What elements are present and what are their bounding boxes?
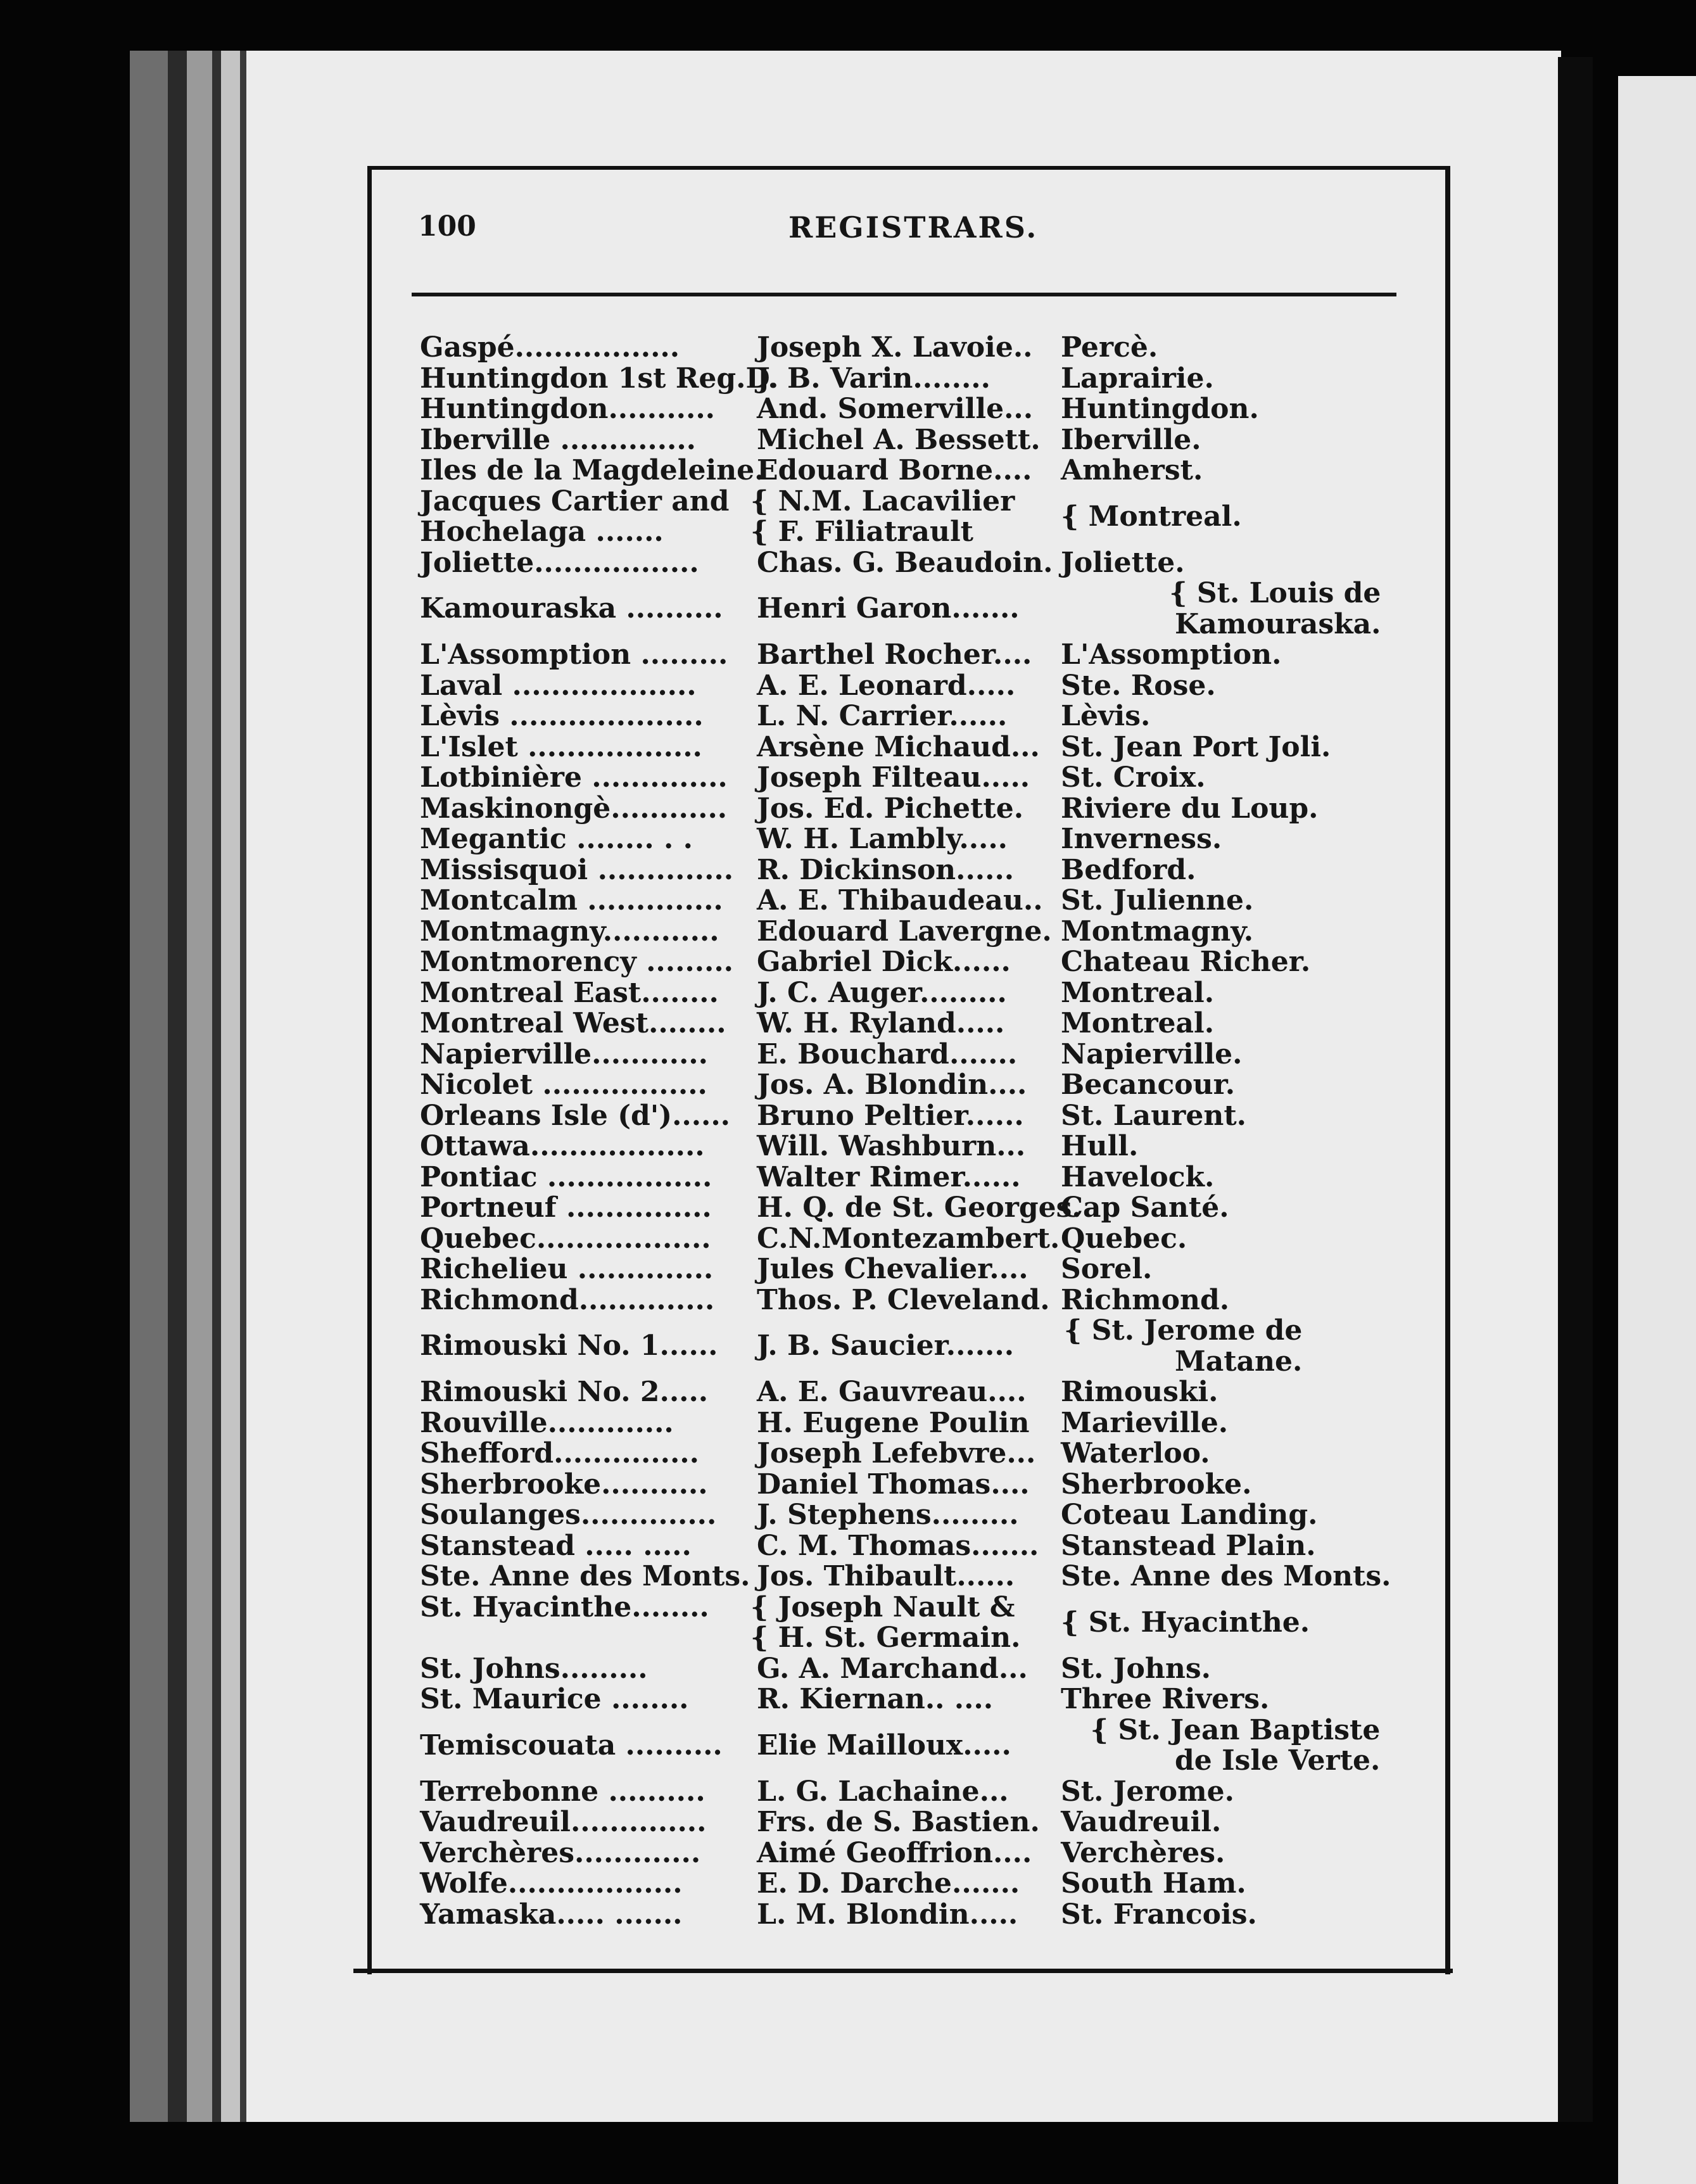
registrar-name: J. B. Saucier....... (757, 1330, 1015, 1362)
page-edge (212, 51, 221, 2122)
list-item (415, 1193, 1403, 1224)
registrar-name: Henri Garon....... (757, 592, 1020, 625)
district-name: Sherbrooke........... (420, 1468, 708, 1501)
registrar-name: A. E. Gauvreau.... (757, 1376, 1027, 1408)
list-item (415, 1715, 1403, 1777)
office-location (1061, 1715, 1380, 1777)
list-item (415, 824, 1403, 855)
district-name: Ste. Anne des Monts. (420, 1560, 750, 1592)
list-item (415, 1500, 1403, 1531)
district-name: Yamaska..... ....... (420, 1898, 683, 1931)
district-name: Missisquoi .............. (420, 853, 734, 886)
district-name: Montmorency ......... (420, 946, 733, 978)
office-location: Richmond. (1061, 1283, 1230, 1316)
list-item (415, 1008, 1403, 1039)
district-name: Shefford............... (420, 1437, 699, 1470)
office-location: Havelock. (1061, 1160, 1215, 1193)
list-item (415, 640, 1403, 671)
registrar-name: Chas. G. Beaudoin. (757, 546, 1053, 579)
office-location: { Montreal. (1061, 500, 1242, 533)
registrar-name: H. Q. de St. Georges. (757, 1191, 1082, 1224)
district-name: Verchères............. (420, 1836, 701, 1869)
registrar-name: J. Stephens......... (757, 1499, 1019, 1531)
registrar-name: And. Somerville... (757, 393, 1034, 425)
list-item (415, 1531, 1403, 1562)
registrar-name: L. N. Carrier...... (757, 700, 1008, 732)
page-edge (240, 51, 246, 2122)
list-item (415, 1408, 1403, 1439)
page-title: REGISTRARS. (788, 210, 1039, 244)
office-location: Joliette. (1061, 546, 1185, 579)
list-item (415, 1900, 1403, 1931)
office-location: Ste. Rose. (1061, 669, 1216, 702)
list-item (415, 1561, 1403, 1592)
list-item (415, 394, 1403, 425)
district-name: Temiscouata .......... (420, 1729, 723, 1762)
registrar-name: Gabriel Dick...... (757, 946, 1011, 978)
frame-bottom-rule (353, 1969, 1453, 1973)
registrar-name: Edouard Lavergne. (757, 915, 1052, 948)
page-edge (130, 51, 168, 2122)
office-line: de Isle Verte. (1175, 1744, 1381, 1777)
district-name: St. Maurice ........ (420, 1683, 689, 1715)
district-name: Richelieu .............. (420, 1253, 714, 1285)
office-location: Huntingdon. (1061, 393, 1259, 425)
district-name: Huntingdon 1st Reg.D. (420, 362, 779, 395)
registrar-name: Elie Mailloux..... (757, 1729, 1011, 1762)
district-name: Stanstead ..... ..... (420, 1529, 692, 1562)
list-item (415, 1807, 1403, 1838)
office-location: St. Johns. (1061, 1652, 1211, 1685)
list-item (415, 333, 1403, 364)
district-name: Ottawa.................. (420, 1130, 705, 1162)
registrar-name: Aimé Geoffrion.... (757, 1836, 1032, 1869)
district-name: Portneuf ............... (420, 1191, 712, 1224)
office-line: { St. Jean Baptiste (1090, 1713, 1381, 1746)
registrar-name: R. Kiernan.. .... (757, 1683, 994, 1715)
list-item (415, 578, 1403, 640)
office-location: Becancour. (1061, 1069, 1236, 1101)
page-edge (168, 51, 187, 2122)
office-location: Three Rivers. (1061, 1683, 1270, 1715)
registrar-line: { N.M. Lacavilier (750, 485, 1015, 517)
list-item (415, 917, 1403, 948)
district-name: Kamouraska .......... (420, 592, 723, 625)
district-name: Nicolet ................. (420, 1069, 707, 1101)
district-name: Gaspé................. (420, 331, 680, 364)
registrar-name: Daniel Thomas.... (757, 1468, 1030, 1501)
office-location: L'Assomption. (1061, 638, 1282, 671)
list-item (415, 425, 1403, 456)
registrar-name: A. E. Thibaudeau.. (757, 884, 1043, 917)
office-location: Amherst. (1061, 454, 1203, 486)
registrar-name: Arsène Michaud... (757, 730, 1040, 763)
registrar-line: { F. Filiatrault (750, 516, 973, 548)
district-name: Iles de la Magdeleine. (420, 454, 764, 486)
office-location: Bedford. (1061, 853, 1196, 886)
district-name: Lèvis .................... (420, 700, 704, 732)
district-name: Iberville .............. (420, 423, 697, 456)
office-location: Lèvis. (1061, 700, 1151, 732)
district-name: Quebec.................. (420, 1222, 711, 1255)
registrar-line: { H. St. Germain. (750, 1622, 1021, 1654)
district-name: Montcalm .............. (420, 884, 723, 917)
registrar-name: Jules Chevalier.... (757, 1253, 1028, 1285)
district-name: Richmond.............. (420, 1283, 715, 1316)
office-location: St. Jerome. (1061, 1775, 1234, 1808)
list-item (415, 1070, 1403, 1101)
registrar-name: Jos. A. Blondin.... (757, 1069, 1027, 1101)
page-edge (221, 51, 240, 2122)
list-item (415, 548, 1403, 579)
registrar-name: C.N.Montezambert. (757, 1222, 1060, 1255)
office-line: Matane. (1175, 1345, 1303, 1378)
list-item (415, 978, 1403, 1009)
list-item (415, 1101, 1403, 1132)
office-location: Stanstead Plain. (1061, 1529, 1316, 1562)
district-name: Megantic ........ . . (420, 823, 693, 855)
right-page (1618, 76, 1696, 2184)
list-item (415, 701, 1403, 732)
office-location: Montreal. (1061, 976, 1215, 1009)
page-edge (187, 51, 212, 2122)
registrar-name: Edouard Borne.... (757, 454, 1032, 486)
list-item (415, 1131, 1403, 1162)
district-name: Rouville............. (420, 1406, 674, 1439)
list-item (415, 732, 1403, 763)
list-item (415, 1316, 1403, 1377)
district-name: Rimouski No. 1...... (420, 1330, 718, 1362)
registrar-name: J. B. Varin........ (757, 362, 990, 395)
list-item (415, 1438, 1403, 1470)
district-name: Wolfe.................. (420, 1867, 683, 1900)
registrar-name: E. Bouchard....... (757, 1038, 1018, 1070)
list-item (415, 1869, 1403, 1900)
office-location: Verchères. (1061, 1836, 1225, 1869)
list-item (415, 763, 1403, 794)
registrar-name: W. H. Ryland..... (757, 1007, 1005, 1039)
office-location: { St. Hyacinthe. (1061, 1606, 1310, 1639)
list-item (415, 1254, 1403, 1285)
office-location: Riviere du Loup. (1061, 792, 1319, 825)
registrar-name: Frs. de S. Bastien. (757, 1806, 1040, 1838)
office-location: Quebec. (1061, 1222, 1187, 1255)
registrar-name: Michel A. Bessett. (757, 423, 1041, 456)
office-location: St. Croix. (1061, 761, 1206, 794)
registrar-name: Thos. P. Cleveland. (757, 1283, 1050, 1316)
district-name: L'Assomption ......... (420, 638, 728, 671)
list-item (415, 455, 1403, 486)
header-rule (412, 293, 1396, 296)
list-item (415, 671, 1403, 702)
district-name: Pontiac ................. (420, 1160, 712, 1193)
list-item (415, 486, 1403, 548)
office-location: Sorel. (1061, 1253, 1153, 1285)
registrar-name: Joseph X. Lavoie.. (757, 331, 1033, 364)
list-item (415, 1377, 1403, 1408)
registrar-name: H. Eugene Poulin (757, 1406, 1030, 1439)
registrar-name: Barthel Rocher.... (757, 638, 1032, 671)
district-name: L'Islet .................. (420, 730, 702, 763)
district-name (420, 1592, 709, 1623)
office-location: Napierville. (1061, 1038, 1243, 1070)
district-name: Joliette................. (420, 546, 699, 579)
office-location (1061, 1316, 1302, 1377)
registrar-name: Jos. Ed. Pichette. (757, 792, 1024, 825)
list-item (415, 1684, 1403, 1715)
district-line: Jacques Cartier and (420, 485, 730, 517)
list-item (415, 855, 1403, 886)
registrar-name: G. A. Marchand... (757, 1652, 1028, 1685)
registrar-name: E. D. Darche....... (757, 1867, 1020, 1900)
registrar-name (750, 486, 1015, 548)
district-name: Laval ................... (420, 669, 697, 702)
district-name: Montreal West........ (420, 1007, 726, 1039)
office-location: Iberville. (1061, 423, 1201, 456)
list-item (415, 1285, 1403, 1316)
registrar-name: Bruno Peltier...... (757, 1099, 1024, 1132)
registrar-name: A. E. Leonard..... (757, 669, 1016, 702)
office-location: Rimouski. (1061, 1376, 1218, 1408)
office-location: Marieville. (1061, 1406, 1229, 1439)
list-item (415, 1592, 1403, 1654)
office-location: St. Jean Port Joli. (1061, 730, 1331, 763)
district-name: Montreal East........ (420, 976, 719, 1009)
registrar-name: L. M. Blondin..... (757, 1898, 1018, 1931)
district-name: Orleans Isle (d')...... (420, 1099, 730, 1132)
district-name: Huntingdon........... (420, 393, 715, 425)
registrar-name (750, 1592, 1020, 1654)
district-name (420, 486, 729, 548)
registrar-name: R. Dickinson...... (757, 853, 1015, 886)
office-location: Coteau Landing. (1061, 1499, 1318, 1531)
district-name: Lotbinière .............. (420, 761, 728, 794)
office-location: Montmagny. (1061, 915, 1254, 948)
office-location: South Ham. (1061, 1867, 1246, 1900)
office-location: Hull. (1061, 1130, 1139, 1162)
registrar-name: C. M. Thomas....... (757, 1529, 1039, 1562)
office-location: Percè. (1061, 331, 1158, 364)
office-line: { St. Louis de (1169, 577, 1381, 609)
registrar-name: Joseph Filteau..... (757, 761, 1030, 794)
office-location: Inverness. (1061, 823, 1222, 855)
registrar-name: Joseph Lefebvre... (757, 1437, 1036, 1470)
district-line: St. Hyacinthe........ (420, 1590, 709, 1623)
office-location: Laprairie. (1061, 362, 1214, 395)
list-item (415, 947, 1403, 978)
office-location (1061, 578, 1381, 640)
office-location: St. Julienne. (1061, 884, 1254, 917)
page-number: 100 (418, 210, 476, 243)
registrar-list (415, 333, 1403, 1930)
office-location: Sherbrooke. (1061, 1468, 1252, 1501)
district-name: Soulanges.............. (420, 1499, 717, 1531)
list-item (415, 364, 1403, 395)
list-item (415, 1777, 1403, 1808)
office-location: Montreal. (1061, 1007, 1215, 1039)
district-name: Maskinongè............ (420, 792, 728, 825)
registrar-name: W. H. Lambly..... (757, 823, 1008, 855)
gutter-shadow (1558, 57, 1593, 2122)
office-location: Cap Santé. (1061, 1191, 1229, 1224)
list-item (415, 1224, 1403, 1255)
office-line: Kamouraska. (1175, 607, 1381, 640)
district-line: Hochelaga ....... (420, 516, 664, 548)
list-item (415, 886, 1403, 917)
office-location: Chateau Richer. (1061, 946, 1311, 978)
office-location: St. Laurent. (1061, 1099, 1246, 1132)
office-location: St. Francois. (1061, 1898, 1257, 1931)
list-item (415, 1838, 1403, 1869)
district-name: Montmagny............ (420, 915, 719, 948)
office-location: Vaudreuil. (1061, 1806, 1222, 1838)
registrar-name: L. G. Lachaine... (757, 1775, 1009, 1808)
office-location: Ste. Anne des Monts. (1061, 1560, 1391, 1592)
list-item (415, 794, 1403, 825)
district-name: Terrebonne .......... (420, 1775, 706, 1808)
list-item (415, 1654, 1403, 1685)
district-name: Rimouski No. 2..... (420, 1376, 709, 1408)
district-name: Napierville............ (420, 1038, 708, 1070)
office-location: Waterloo. (1061, 1437, 1210, 1470)
registrar-name: J. C. Auger......... (757, 976, 1007, 1009)
office-line: { St. Jerome de (1064, 1314, 1303, 1347)
registrar-name: Walter Rimer...... (757, 1160, 1021, 1193)
list-item (415, 1162, 1403, 1193)
district-name: Vaudreuil.............. (420, 1806, 707, 1838)
registrar-name: Will. Washburn... (757, 1130, 1026, 1162)
registrar-line: { Joseph Nault & (750, 1590, 1015, 1623)
registrar-name: Jos. Thibault...... (757, 1560, 1015, 1592)
list-item (415, 1470, 1403, 1501)
district-name: St. Johns......... (420, 1652, 648, 1685)
list-item (415, 1039, 1403, 1070)
